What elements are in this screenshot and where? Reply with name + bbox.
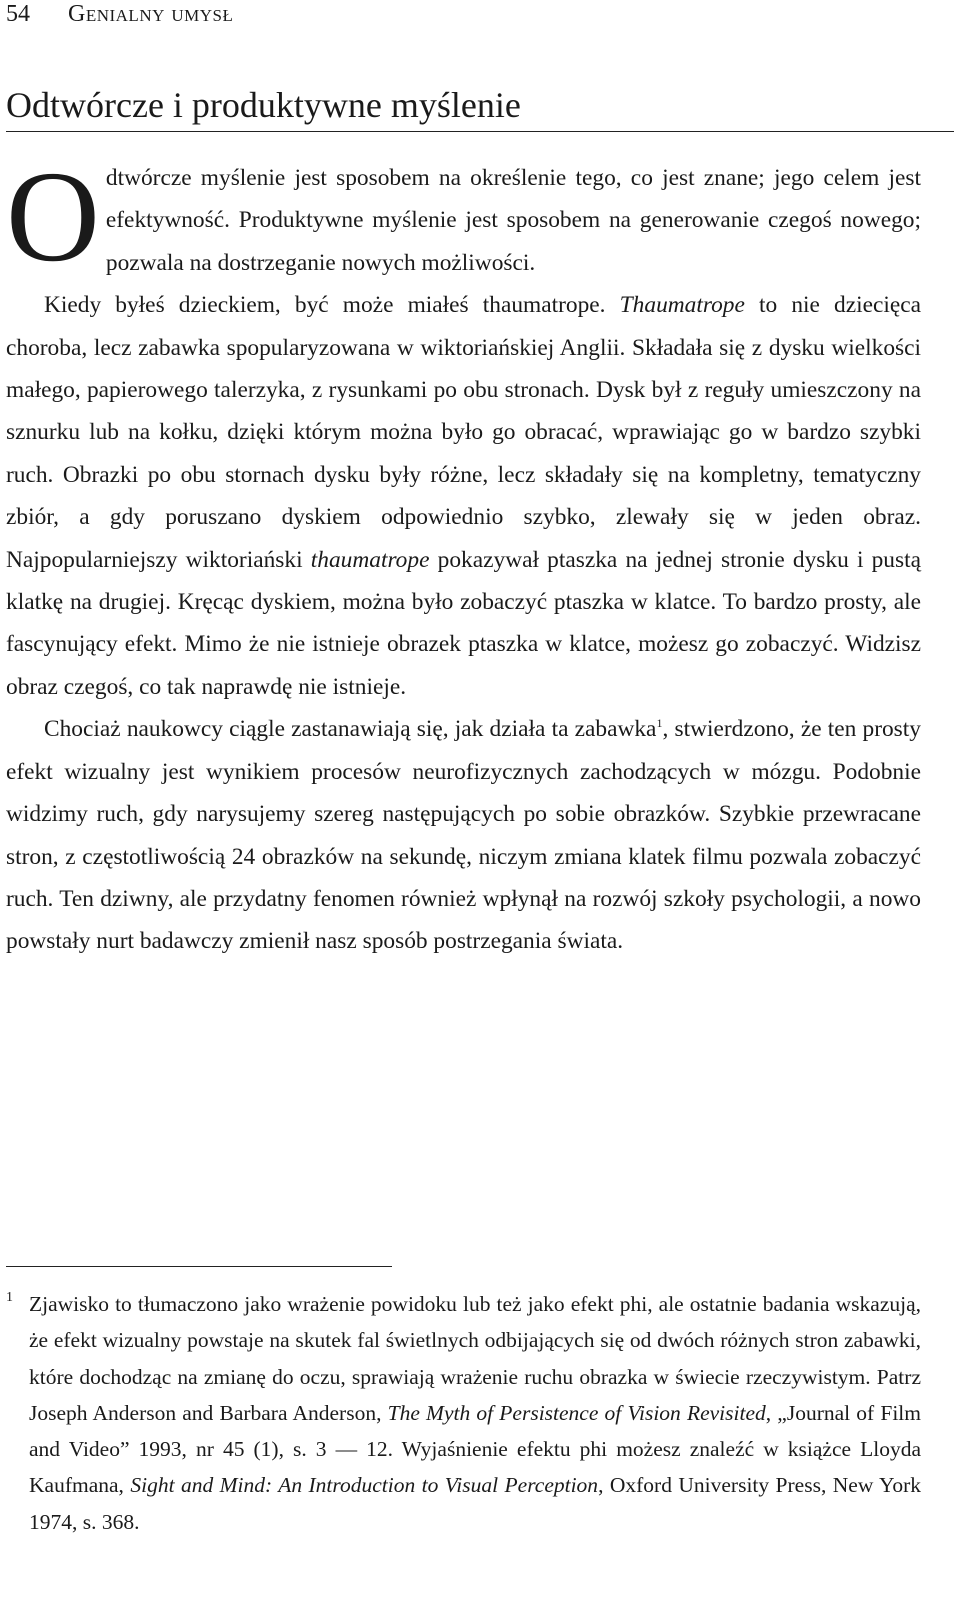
- paragraph-3: [6, 708, 921, 962]
- footnote-italic-b: Sight and Mind: An Introduction to Visual Perception: [130, 1473, 599, 1498]
- running-title: Genialny umysł: [68, 1, 234, 27]
- paragraph-2-text-a: Kiedy byłeś dzieckiem, być może miałeś thaumatrope.: [44, 292, 620, 319]
- paragraph-2-text-c: pokazywał ptaszka na jednej stronie dysku i pustą klatkę na drugiej. Kręcąc dyskiem, można było zobaczyć ptaszka w klatce. To bardzo prosty, ale fascynujący efekt. Mimo że nie istnieje obrazek ptaszka w klatce, możesz go zobaczyć. Widzisz obraz czegoś, co tak naprawdę nie istnieje.: [6, 546, 921, 700]
- paragraph-2: [6, 284, 921, 708]
- paragraph-1: [6, 145, 921, 289]
- paragraph-3-text-a: Chociaż naukowcy ciągle zastanawiają się, jak działa ta zabawka: [44, 716, 657, 743]
- running-header: [6, 0, 233, 28]
- footnote-reference[interactable]: 1: [656, 716, 663, 731]
- paragraph-2-italic-b: thaumatrope: [310, 546, 430, 573]
- footnote-italic-a: The Myth of Persistence of Vision Revisited: [387, 1400, 766, 1425]
- footnote: [6, 1286, 921, 1540]
- footnote-text-b: , „Journal of Film and Video” 1993, nr 45 (1), s. 3 — 12. Wyjaśnienie efektu phi możesz znaleźć w książce Lloyda Kaufmana,: [29, 1400, 922, 1498]
- footnote-marker: 1: [6, 1290, 13, 1305]
- paragraph-2-italic-a: Thaumatrope: [619, 292, 745, 319]
- paragraph-3-text-b: , stwierdzono, że ten prosty efekt wizualny jest wynikiem procesów neurofizycznych zachodzących w mózgu. Podobnie widzimy ruch, gdy narysujemy szereg następujących po sobie obrazków. Szybkie przewracane stron, z częstotliwością 24 obrazków na sekundę, niczym zmiana klatek filmu pozwala zobaczyć ruch. Ten dziwny, ale przydatny fenomen również wpłynął na rozwój szkoły psychologii, a nowo powstały nurt badawczy zmienił nasz sposób postrzegania świata.: [6, 716, 921, 955]
- footnote-divider: [6, 1266, 392, 1267]
- footnote-text-c: , Oxford University Press, New York 1974, s. 368.: [29, 1473, 921, 1534]
- page-number: 54: [6, 1, 30, 27]
- body-text: [6, 145, 922, 963]
- footnote-text-a: Zjawisko to tłumaczono jako wrażenie powidoku lub też jako efekt phi, ale ostatnie badania wskazują, że efekt wizualny powstaje na skutek fal świetlnych odbijających się od dwóch różnych stron zabawki, które dochodząc na zmianę do oczu, sprawiają wrażenie ruchu obrazka w świecie rzeczywistym. Patrz Joseph Anderson and Barbara Anderson,: [29, 1292, 921, 1425]
- section-title: Odtwórcze i produktywne myślenie: [6, 82, 954, 132]
- paragraph-1-text: dtwórcze myślenie jest sposobem na określenie tego, co jest znane; jego celem jest efektywność. Produktywne myślenie jest sposobem na generowanie czegoś nowego; pozwala na dostrzeganie nowych możliwości.: [105, 165, 921, 276]
- paragraph-2-text-b: to nie dziecięca choroba, lecz zabawka spopularyzowana w wiktoriańskiej Anglii. Składała się z dysku wielkości małego, papierowego talerzyka, z rysunkami po obu stronach. Dysk był z reguły umieszczony na sznurku lub na kołku, dzięki którym można było go obracać, wprawiając go w bardzo szybki ruch. Obrazki po obu stornach dysku były różne, lecz składały się na kompletny, tematyczny zbiór, a gdy poruszano dyskiem odpowiednio szybko, zlewały się w jeden obraz. Najpopularniejszy wiktoriański: [6, 292, 922, 573]
- drop-cap: O: [6, 145, 100, 289]
